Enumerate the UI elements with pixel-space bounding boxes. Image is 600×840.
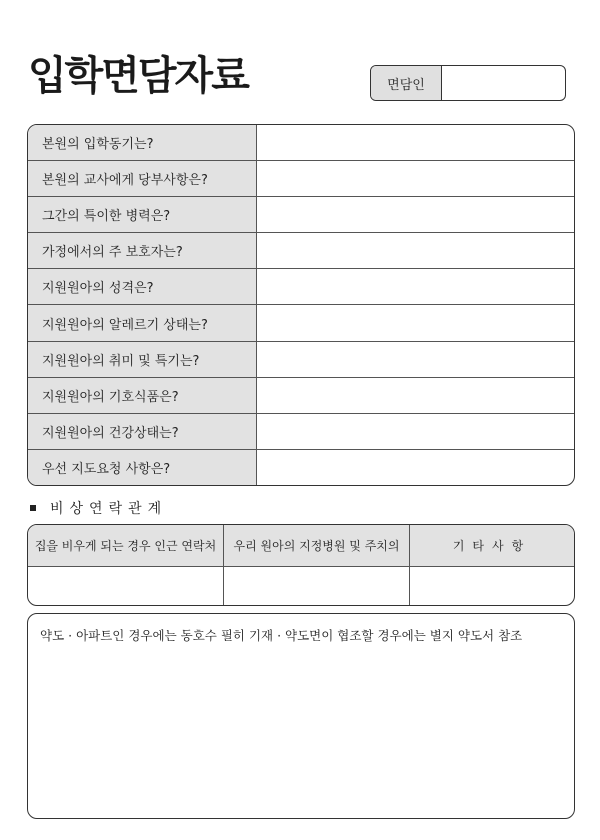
question-label: 지원원아의 건강상태는? — [28, 414, 257, 449]
map-note-box[interactable] — [27, 613, 575, 819]
answer-field[interactable] — [257, 378, 574, 413]
answer-field[interactable] — [257, 197, 574, 232]
question-label: 지원원아의 기호식품은? — [28, 378, 257, 413]
table-row — [28, 268, 574, 304]
question-label: 지원원아의 취미 및 특기는? — [28, 342, 257, 377]
table-row — [28, 232, 574, 268]
section-title: 비상연락관계 — [50, 501, 168, 517]
answer-field[interactable] — [257, 450, 574, 485]
answer-field[interactable] — [257, 342, 574, 377]
answer-field[interactable] — [257, 305, 574, 340]
question-label: 본원의 교사에게 당부사항은? — [28, 161, 257, 196]
column-header-hospital: 우리 원아의 지정병원 및 주치의 — [223, 525, 409, 566]
interviewer-field[interactable] — [442, 66, 565, 100]
emergency-contact-table — [27, 524, 575, 606]
page-title: 입학면담자료 — [28, 53, 248, 99]
questions-table — [27, 124, 575, 486]
table-row — [28, 196, 574, 232]
table-row — [28, 413, 574, 449]
interviewer-label: 면담인 — [371, 66, 442, 100]
question-label: 지원원아의 성격은? — [28, 269, 257, 304]
column-header-nearby-contact: 집을 비우게 되는 경우 인근 연락처 — [34, 539, 217, 553]
square-bullet-icon — [30, 505, 36, 511]
question-label: 본원의 입학동기는? — [28, 125, 257, 160]
table-row — [28, 304, 574, 340]
map-note-text: 약도 · 아파트인 경우에는 동호수 필히 기재 · 약도면이 협조할 경우에는 별지 약도서 참조 — [40, 628, 523, 643]
question-label: 우선 지도요청 사항은? — [28, 450, 257, 485]
answer-field[interactable] — [257, 161, 574, 196]
table-row — [28, 160, 574, 196]
answer-field[interactable] — [257, 414, 574, 449]
other-notes-field[interactable] — [409, 567, 574, 605]
hospital-field[interactable] — [223, 567, 409, 605]
table-row — [28, 125, 574, 160]
answer-field[interactable] — [257, 269, 574, 304]
emergency-section-heading — [30, 498, 167, 518]
question-label: 가정에서의 주 보호자는? — [28, 233, 257, 268]
nearby-contact-field[interactable] — [28, 567, 223, 605]
answer-field[interactable] — [257, 233, 574, 268]
question-label: 그간의 특이한 병력은? — [28, 197, 257, 232]
table-row — [28, 377, 574, 413]
table-header-row — [28, 525, 574, 567]
table-row — [28, 341, 574, 377]
question-label: 지원원아의 알레르기 상태는? — [28, 305, 257, 340]
table-row — [28, 449, 574, 485]
column-header-other: 기타사항 — [409, 525, 574, 566]
table-row — [28, 567, 574, 605]
answer-field[interactable] — [257, 125, 574, 160]
interviewer-box — [370, 65, 566, 101]
